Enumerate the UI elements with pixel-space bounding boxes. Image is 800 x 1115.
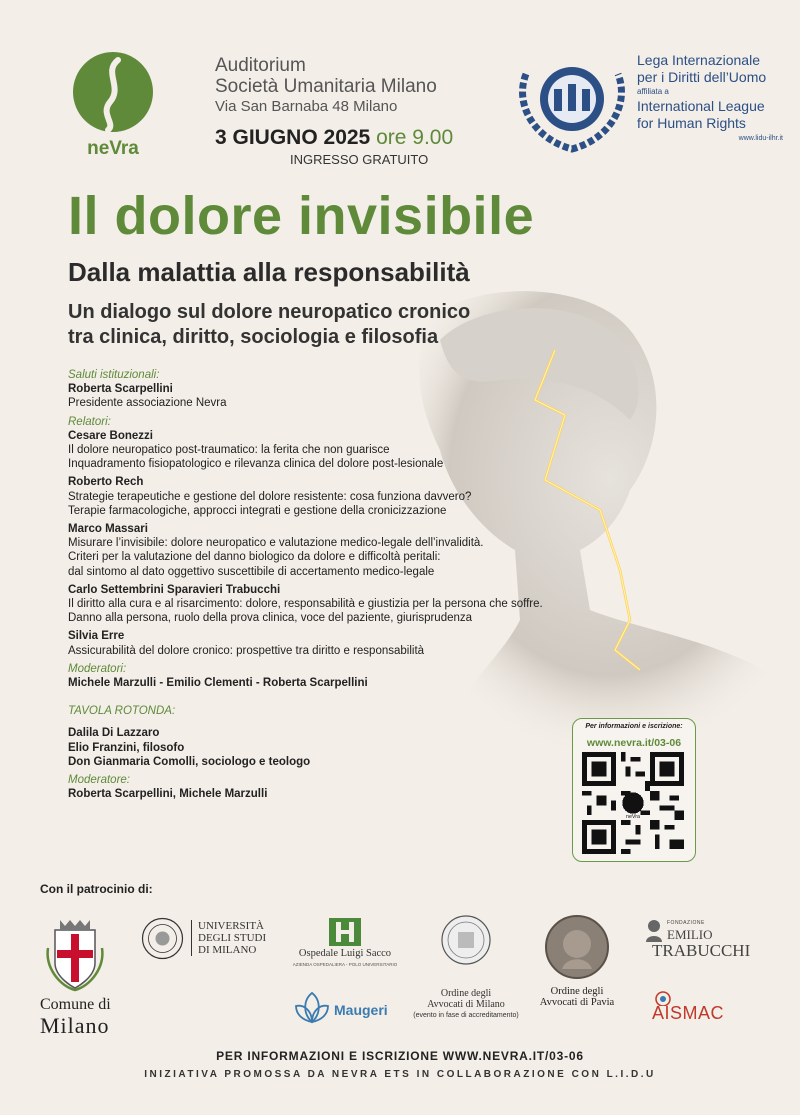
comune-milano-crest [40, 918, 110, 993]
moderatori-names: Michele Marzulli - Emilio Clementi - Roberta Scarpellini [68, 677, 368, 690]
lidu-emblem [514, 54, 630, 154]
unimi-line: DI MILANO [198, 944, 257, 956]
avvocati-milano-seal [440, 914, 492, 966]
tagline-line1: Un dialogo sul dolore neuropatico cronico [68, 301, 471, 323]
entry-note: INGRESSO GRATUITO [290, 152, 429, 167]
lidu-line4: for Human Rights [637, 115, 746, 131]
avvocati-milano-line: Ordine degli [440, 988, 492, 999]
section-label: TAVOLA ROTONDA: [68, 705, 176, 718]
unimi-line: UNIVERSITÀ [198, 920, 264, 932]
speaker-name: Silvia Erre [68, 630, 125, 643]
qr-code[interactable] [582, 752, 684, 854]
venue-line2: Società Umanitaria Milano [215, 76, 437, 97]
footer-promoter: INIZIATIVA PROMOSSA DA NEVRA ETS IN COLLABORAZIONE CON L.I.D.U [144, 1069, 656, 1080]
comune-milano-line2: Milano [40, 1013, 110, 1038]
section-label: Saluti istituzionali: [68, 369, 160, 381]
speaker-name: Cesare Bonezzi [68, 429, 154, 442]
speaker-topic: Misurare l’invisibile: dolore neuropatico e valutazione medico-legale dell’invalidità. [68, 537, 484, 550]
section-label: Relatori: [68, 415, 111, 428]
comune-milano-line1: Comune di [40, 996, 111, 1013]
aismac-name: AISMAC [652, 1003, 725, 1023]
time-text: ore 9.00 [376, 126, 454, 149]
speaker-topic: Strategie terapeutiche e gestione del dolore resistente: cosa funziona davvero? [68, 490, 472, 503]
avvocati-pavia-seal [544, 914, 610, 980]
speaker-name: Carlo Settembrini Sparavieri Trabucchi [68, 583, 281, 596]
speaker-name: Marco Massari [68, 523, 148, 536]
speaker-topic: Terapie farmacologiche, approcci integrati e gestione della cronicizzazione [68, 504, 447, 517]
lidu-affiliated: affiliata a [637, 87, 669, 96]
tagline-line2: tra clinica, diritto, sociologia e filosofia [68, 326, 439, 348]
maugeri-logo [293, 990, 331, 1026]
footer-info: PER INFORMAZIONI E ISCRIZIONE WWW.NEVRA.IT/03-06 [216, 1049, 584, 1063]
saluti-role: Presidente associazione Nevra [68, 397, 227, 410]
unimi-text [191, 920, 266, 956]
lidu-url: www.lidu-ilhr.it [738, 135, 783, 142]
section-label: Moderatori: [68, 662, 127, 675]
moderatore-names: Roberta Scarpellini, Michele Marzulli [68, 788, 268, 801]
patronage-label: Con il patrocinio di: [40, 882, 153, 896]
sacco-logo [326, 916, 364, 948]
sacco-name: Ospedale Luigi Sacco [298, 948, 392, 959]
venue-line1: Auditorium [215, 55, 306, 76]
avvocati-pavia-line: Avvocati di Pavia [539, 997, 615, 1008]
panelist: Dalila Di Lazzaro [68, 727, 160, 740]
unimi-seal [140, 916, 185, 961]
panelist: Don Gianmaria Comolli, sociologo e teologo [68, 755, 311, 768]
qr-center-text: neVra [625, 814, 641, 821]
venue-address: Via San Barnaba 48 Milano [215, 98, 398, 115]
avvocati-milano-line: Avvocati di Milano [427, 999, 505, 1010]
speaker-name: Roberto Rech [68, 476, 144, 489]
nevra-logo [68, 52, 158, 162]
speaker-topic: dal sintomo al dato oggettivo suscettibile di accertamento medico-legale [68, 565, 435, 578]
speaker-topic: Assicurabilità del dolore cronico: prospettive tra diritto e responsabilità [68, 644, 425, 657]
page-title: Il dolore invisibile [68, 186, 535, 246]
trabucchi-fondazione: FONDAZIONE [667, 920, 705, 926]
accreditation-note: (evento in fase di accreditamento) [413, 1012, 519, 1019]
maugeri-name: Maugeri [334, 1002, 388, 1018]
event-date [215, 126, 453, 150]
page-subtitle: Dalla malattia alla responsabilità [68, 257, 470, 287]
avvocati-milano-text [405, 988, 527, 1010]
date-text: 3 GIUGNO 2025 [215, 126, 371, 149]
speaker-topic: Il dolore neuropatico post-traumatico: la ferita che non guarisce [68, 444, 390, 457]
speaker-topic: Criteri per la valutazione del danno biologico da dolore e difficoltà peritali: [68, 551, 441, 564]
saluti-name: Roberta Scarpellini [68, 383, 173, 396]
sacco-subtitle: AZIENDA OSPEDALIERA - POLO UNIVERSITARIO [292, 962, 398, 967]
avvocati-pavia-line: Ordine degli [550, 986, 604, 997]
trabucchi-portrait-icon [644, 918, 664, 942]
speaker-topic: Il diritto alla cura e al risarcimento: dolore, responsabilità e giustizia per la persona che soffre. [68, 598, 543, 611]
tagline [68, 300, 588, 350]
unimi-line: DEGLI STUDI [198, 932, 267, 944]
section-label: Moderatore: [68, 774, 131, 787]
speaker-topic: Danno alla persona, ruolo della prova clinica, voce del paziente, giurisprudenza [68, 612, 473, 625]
lidu-text [637, 52, 797, 146]
qr-label: Per informazioni e iscrizione: [585, 723, 683, 730]
avvocati-pavia-text [535, 986, 619, 1008]
lidu-line1: Lega Internazionale [637, 52, 760, 68]
lidu-line2: per i Diritti dell’Uomo [637, 69, 767, 85]
panelist: Elio Franzini, filosofo [68, 741, 185, 754]
trabucchi-last: TRABUCCHI [652, 941, 751, 960]
lidu-line3: International League [637, 98, 765, 114]
trabucchi-first: EMILIO [667, 927, 713, 942]
qr-url[interactable]: www.nevra.it/03-06 [586, 737, 682, 749]
venue-block [215, 55, 505, 117]
nevra-logo-text: neVra [87, 138, 139, 159]
program [68, 368, 628, 801]
speaker-topic: Inquadramento fisiopatologico e rilevanza clinica del dolore post-lesionale [68, 458, 444, 471]
